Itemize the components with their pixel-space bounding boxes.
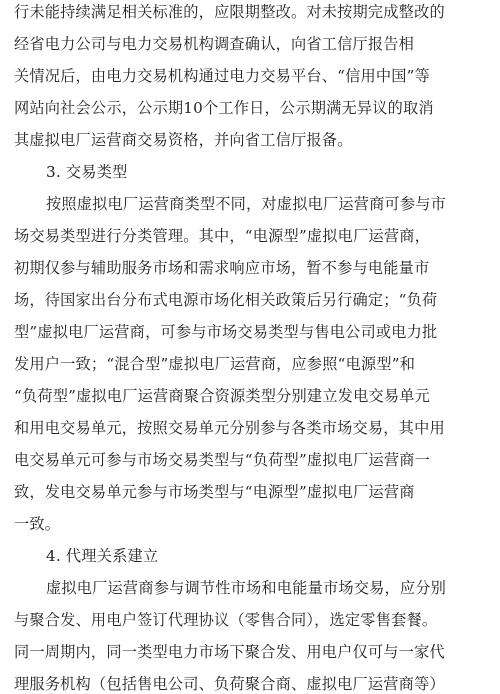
text-line: 一致。 xyxy=(14,515,61,533)
section-heading: 3. 交易类型 xyxy=(46,163,128,181)
text-line: 初期仅参与辅助服务市场和需求响应市场，暂不参与电能量市 xyxy=(14,259,430,277)
text-line: 致，发电交易单元参与市场类型与“电源型”虚拟电厂运营商 xyxy=(14,483,415,501)
text-line: 和用电交易单元，按照交易单元分别参与各类市场交易，其中用 xyxy=(14,419,445,437)
text-line: 型”虚拟电厂运营商，可参与市场交易类型与售电公司或电力批 xyxy=(14,323,438,341)
text-line: “负荷型”虚拟电厂运营商聚合资源类型分别建立发电交易单元 xyxy=(14,387,431,405)
text-line: 场交易类型进行分类管理。其中，“电源型”虚拟电厂运营商， xyxy=(14,227,431,245)
text-line: 发用户一致；“混合型”虚拟电厂运营商，应参照“电源型”和 xyxy=(14,355,416,373)
text-line: 关情况后，由电力交易机构通过电力交易平台、“信用中国”等 xyxy=(14,67,431,85)
text-line: 网站向社会公示，公示期10个工作日，公示期满无异议的取消 xyxy=(14,99,434,117)
text-line: 行未能持续满足相关标准的，应限期整改。对未按期完成整改的 xyxy=(14,3,445,21)
text-line: 经省电力公司与电力交易机构调查确认，向省工信厅报告相 xyxy=(14,35,415,53)
text-line: 与聚合发、用电户签订代理协议（零售合同），选定零售套餐。 xyxy=(14,611,438,629)
text-line: 其虚拟电厂运营商交易资格，并向省工信厅报备。 xyxy=(14,131,353,149)
text-line: 场，待国家出台分布式电源市场化相关政策后另行确定；“负荷 xyxy=(14,291,438,309)
text-line: 同一周期内，同一类型电力市场下聚合发、用电户仅可与一家代 xyxy=(14,643,445,661)
text-line: 虚拟电厂运营商参与调节性市场和电能量市场交易，应分别 xyxy=(46,579,447,597)
text-line: 按照虚拟电厂运营商类型不同，对虚拟电厂运营商可参与市 xyxy=(46,195,447,213)
section-heading: 4. 代理关系建立 xyxy=(46,547,159,565)
text-line: 理服务机构（包括售电公司、负荷聚合商、虚拟电厂运营商等） xyxy=(14,675,445,693)
text-line: 电交易单元可参与市场交易类型与“负荷型”虚拟电厂运营商一 xyxy=(14,451,431,469)
